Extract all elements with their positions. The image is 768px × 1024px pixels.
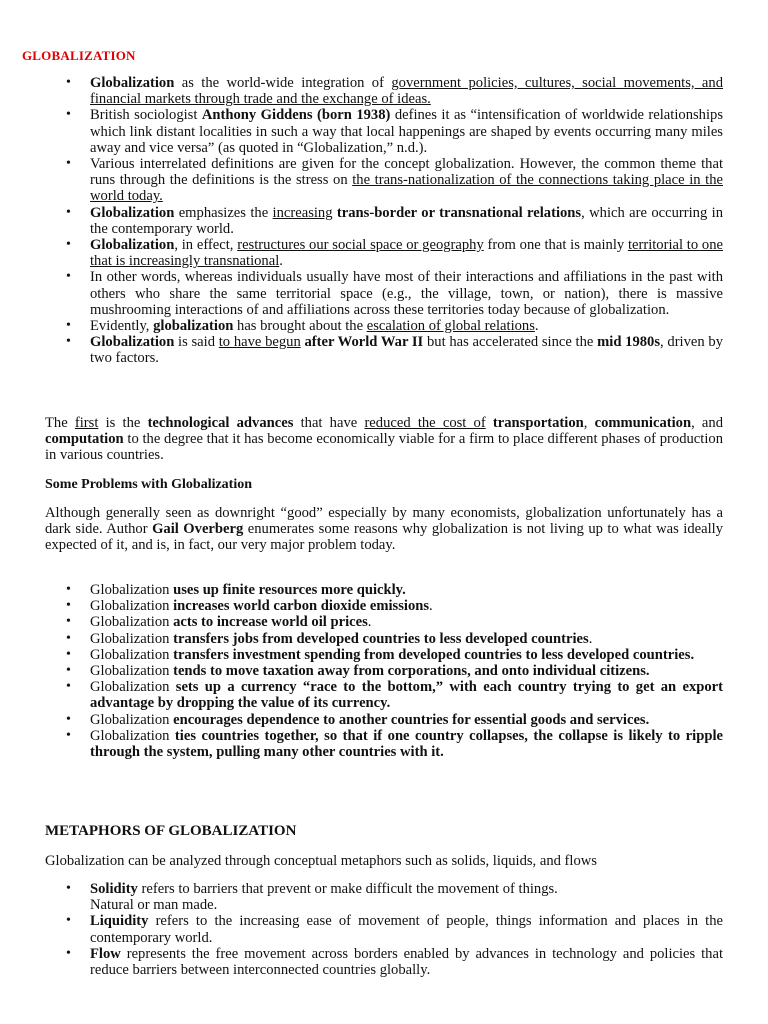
text-span: is said: [174, 334, 219, 351]
underlined-text: restructures our social space or geography: [237, 237, 484, 254]
bold-text: Solidity: [90, 881, 138, 897]
text-span: British sociologist: [90, 107, 202, 124]
text-span: from one that is mainly: [483, 237, 628, 254]
list-item: [45, 913, 723, 945]
list-item: [45, 712, 723, 728]
underlined-text: escalation of global relations: [366, 318, 535, 335]
text-span: .: [367, 614, 372, 631]
list-item: [45, 881, 723, 913]
bold-text: increases world carbon dioxide emissions: [173, 598, 430, 615]
bold-text: technological advances: [147, 415, 294, 431]
underlined-text: territorial to one that is increasingly transnational: [90, 237, 723, 270]
text-span: ,: [583, 415, 595, 431]
underlined-text: to have begun: [218, 334, 301, 351]
bold-text: Globalization: [90, 237, 175, 254]
bold-text: transfers jobs from developed countries to less developed countries: [173, 630, 589, 647]
text-span: The: [45, 415, 75, 431]
text-span: refers to the increasing ease of movement of people, things information and places in the contemporary world.: [90, 913, 723, 946]
underlined-text: reduced the cost of: [364, 415, 486, 431]
dark-side-paragraph: [45, 505, 723, 554]
bold-text: trans-border or transnational relations: [336, 204, 582, 221]
text-span: .: [588, 630, 593, 647]
text-span: In other words, whereas individuals usually have most of their interactions and affiliations in the past with others who share the same territorial space (e.g., the village, town, or nation), there is massive mushrooming interactions of and affiliations across these territories today because of globalization.: [90, 269, 723, 318]
list-item: [45, 663, 723, 679]
bold-text: ties countries together, so that if one country collapses, the collapse is likely to ripple through the system, pulling many other countries with it.: [90, 727, 723, 761]
text-span: .: [429, 598, 433, 615]
bold-text: computation: [45, 431, 124, 448]
text-span: Various interrelated definitions are given for the concept globalization. However, the common theme that runs through the definitions is the stress on: [90, 156, 723, 189]
text-span: Evidently,: [90, 318, 154, 335]
text-span: Although generally seen as downright “good” especially by many economists, globalization unfortunately has a dark side. Author: [45, 505, 723, 538]
bold-text: encourages dependence to another countries for essential goods and services.: [173, 711, 650, 728]
text-span: emphasizes the: [174, 204, 273, 221]
text-span: defines it as “intensification of worldwide relationships which link distant localities in such a way that local happenings are shaped by events occurring many miles away and vice versa” (as quoted in “Globalization,” n.d.).: [90, 107, 723, 156]
bold-text: Globalization: [90, 334, 175, 351]
text-span: Natural or man made.: [90, 897, 218, 914]
text-span: [486, 415, 493, 431]
metaphors-list: [45, 881, 723, 978]
text-span: enumerates some reasons why globalization is not living up to what was ideally expected of it, and is, in fact, our very major problem today.: [45, 521, 723, 554]
list-item: [45, 237, 723, 269]
text-span: .: [279, 253, 283, 270]
bold-text: after World War II: [304, 334, 424, 351]
text-span: Globalization can be analyzed through conceptual metaphors such as solids, liquids, and flows: [45, 853, 597, 869]
list-item: [45, 614, 723, 630]
bold-text: tends to move taxation away from corporations, and onto individual citizens.: [173, 663, 650, 680]
bold-text: acts to increase world oil prices: [173, 614, 368, 631]
text-span: Globalization: [90, 711, 174, 728]
text-span: has brought about the: [233, 318, 367, 335]
list-item: [45, 269, 723, 318]
bold-text: Globalization: [90, 75, 175, 91]
bold-text: Flow: [90, 945, 121, 962]
text-span: Globalization: [90, 727, 175, 744]
text-span: refers to barriers that prevent or make difficult the movement of things.: [137, 881, 558, 897]
underlined-text: increasing: [272, 204, 333, 221]
list-item: [45, 107, 723, 156]
text-span: , which are occurring in the contemporary world.: [90, 204, 723, 237]
list-item: [45, 75, 723, 107]
problems-heading: Some Problems with Globalization: [45, 477, 253, 492]
text-span: to the degree that it has become economically viable for a firm to place different phases of production in various countries.: [45, 431, 723, 464]
underlined-text: first: [74, 415, 99, 431]
list-item: [45, 582, 723, 598]
list-item: [45, 728, 723, 760]
text-span: Globalization: [90, 630, 174, 647]
text-span: Globalization: [90, 679, 176, 696]
text-span: .: [534, 318, 539, 335]
bold-text: transportation: [492, 415, 584, 431]
text-span: , and: [691, 415, 723, 431]
document-title: GLOBALIZATION: [22, 48, 136, 63]
text-span: , driven by two factors.: [90, 334, 724, 367]
text-span: as the world-wide integration of: [174, 75, 392, 91]
text-span: is the: [98, 415, 148, 431]
bold-text: sets up a currency “race to the bottom,” with each country trying to get an export advantage by dropping the value of its currency.: [90, 679, 723, 712]
text-span: represents the free movement across borders enabled by advances in technology and policies that reduce barriers between interconnected countries globally.: [90, 945, 723, 979]
text-span: Globalization: [90, 582, 174, 598]
list-item: [45, 946, 723, 978]
bold-text: Globalization: [90, 204, 175, 221]
metaphors-heading: METAPHORS OF GLOBALIZATION: [45, 823, 297, 839]
problems-list: [45, 582, 723, 760]
first-factor-paragraph: [45, 415, 723, 464]
list-item: [45, 679, 723, 711]
metaphors-intro: [45, 853, 723, 869]
bold-text: transfers investment spending from developed countries to less developed countries.: [173, 646, 695, 663]
text-span: , in effect,: [174, 237, 238, 254]
text-span: Globalization: [90, 598, 174, 615]
bold-text: globalization: [153, 318, 234, 335]
bold-text: communication: [594, 415, 692, 431]
list-item: [45, 598, 723, 614]
list-item: [45, 318, 723, 334]
text-span: but has accelerated since the: [423, 334, 598, 351]
list-item: [45, 647, 723, 663]
underlined-text: government policies, cultures, social movements, and financial markets through trade and the exchange of ideas.: [90, 75, 724, 108]
list-item: [45, 205, 723, 237]
definitions-list: [45, 75, 723, 367]
bold-text: mid 1980s: [597, 334, 661, 351]
bold-text: Anthony Giddens (born 1938): [201, 107, 391, 124]
text-span: Globalization: [90, 663, 174, 680]
list-item: [45, 156, 723, 205]
bold-text: Gail Overberg: [152, 521, 244, 538]
bold-text: uses up finite resources more quickly.: [173, 582, 406, 598]
text-span: Globalization: [90, 614, 174, 631]
text-span: Globalization: [90, 646, 174, 663]
bold-text: Liquidity: [90, 913, 149, 930]
text-span: that have: [293, 415, 365, 431]
list-item: [45, 631, 723, 647]
underlined-text: the trans-nationalization of the connections taking place in the world today.: [90, 172, 723, 205]
list-item: [45, 334, 723, 366]
